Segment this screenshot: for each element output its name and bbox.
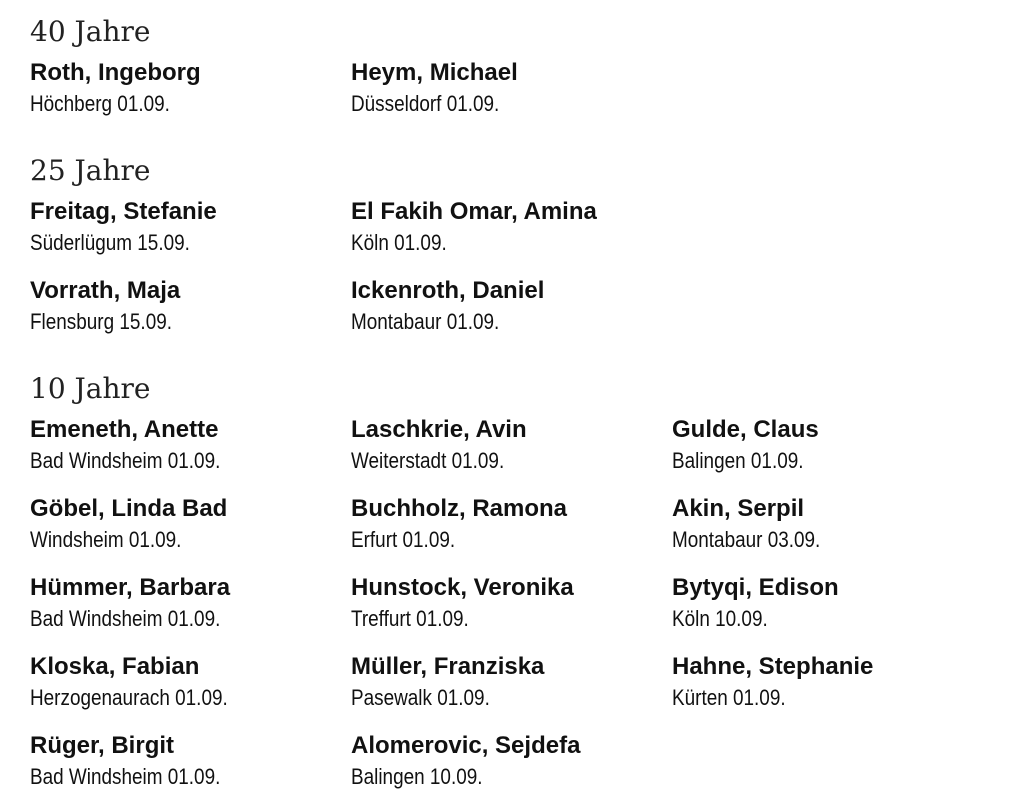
employee-location-date: Balingen 10.09. xyxy=(351,764,483,789)
anniversary-entry xyxy=(30,494,350,556)
anniversary-entry xyxy=(351,276,671,338)
employee-name: Müller, Franziska xyxy=(351,653,545,680)
employee-name: Kloska, Fabian xyxy=(30,653,200,680)
section-title-10-jahre: 10 Jahre xyxy=(30,372,151,405)
anniversary-entry xyxy=(351,197,671,259)
anniversary-entry xyxy=(351,652,671,714)
employee-name: Alomerovic, Sejdefa xyxy=(351,732,581,759)
employee-location-date: Pasewalk 01.09. xyxy=(351,685,490,710)
anniversary-entry xyxy=(30,731,350,793)
employee-name: Hümmer, Barbara xyxy=(30,574,231,601)
employee-location-date: Montabaur 03.09. xyxy=(672,527,821,552)
anniversary-entry xyxy=(30,415,350,477)
anniversary-entry xyxy=(351,573,671,635)
anniversary-entry xyxy=(30,652,350,714)
employee-location-date: Flensburg 15.09. xyxy=(30,309,172,334)
employee-name: Rüger, Birgit xyxy=(30,732,175,759)
employee-location-date: Höchberg 01.09. xyxy=(30,91,170,116)
employee-name: Vorrath, Maja xyxy=(30,277,181,304)
anniversary-entry xyxy=(351,494,671,556)
employee-location-date: Erfurt 01.09. xyxy=(351,527,456,552)
employee-name: Laschkrie, Avin xyxy=(351,416,527,443)
employee-location-date: Balingen 01.09. xyxy=(672,448,804,473)
employee-location-date: Weiterstadt 01.09. xyxy=(351,448,505,473)
anniversary-entry xyxy=(672,415,992,477)
employee-name: Ickenroth, Daniel xyxy=(351,277,545,304)
employee-name: Akin, Serpil xyxy=(672,495,805,522)
employee-name: Heym, Michael xyxy=(351,59,518,86)
employee-location-date: Köln 01.09. xyxy=(351,230,447,255)
employee-name: Hahne, Stephanie xyxy=(672,653,874,680)
employee-name: Emeneth, Anette xyxy=(30,416,219,443)
employee-name: Freitag, Stefanie xyxy=(30,198,217,225)
anniversary-entry xyxy=(351,415,671,477)
employee-name: Roth, Ingeborg xyxy=(30,59,201,86)
employee-location-date: Treffurt 01.09. xyxy=(351,606,469,631)
employee-name: Göbel, Linda Bad xyxy=(30,495,228,522)
employee-location-date: Kürten 01.09. xyxy=(672,685,786,710)
employee-location-date: Bad Windsheim 01.09. xyxy=(30,606,221,631)
anniversary-entry xyxy=(672,652,992,714)
employee-location-date: Bad Windsheim 01.09. xyxy=(30,764,221,789)
employee-location-date: Montabaur 01.09. xyxy=(351,309,500,334)
anniversary-entry xyxy=(672,573,992,635)
employee-location-date: Köln 10.09. xyxy=(672,606,768,631)
anniversary-entry xyxy=(351,58,671,120)
employee-name: Bytyqi, Edison xyxy=(672,574,839,601)
anniversary-entry xyxy=(351,731,671,793)
employee-name: Buchholz, Ramona xyxy=(351,495,568,522)
anniversary-entry xyxy=(30,573,350,635)
anniversary-entry xyxy=(30,197,350,259)
anniversary-entry xyxy=(30,276,350,338)
employee-location-date: Düsseldorf 01.09. xyxy=(351,91,500,116)
section-title-40-jahre: 40 Jahre xyxy=(30,15,151,48)
employee-location-date: Bad Windsheim 01.09. xyxy=(30,448,221,473)
employee-location-date: Windsheim 01.09. xyxy=(30,527,182,552)
anniversary-entry xyxy=(30,58,350,120)
employee-name: El Fakih Omar, Amina xyxy=(351,198,597,225)
employee-name: Gulde, Claus xyxy=(672,416,819,443)
section-title-25-jahre: 25 Jahre xyxy=(30,154,151,187)
employee-name: Hunstock, Veronika xyxy=(351,574,574,601)
anniversary-entry xyxy=(672,494,992,556)
employee-location-date: Süderlügum 15.09. xyxy=(30,230,190,255)
employee-location-date: Herzogenaurach 01.09. xyxy=(30,685,228,710)
